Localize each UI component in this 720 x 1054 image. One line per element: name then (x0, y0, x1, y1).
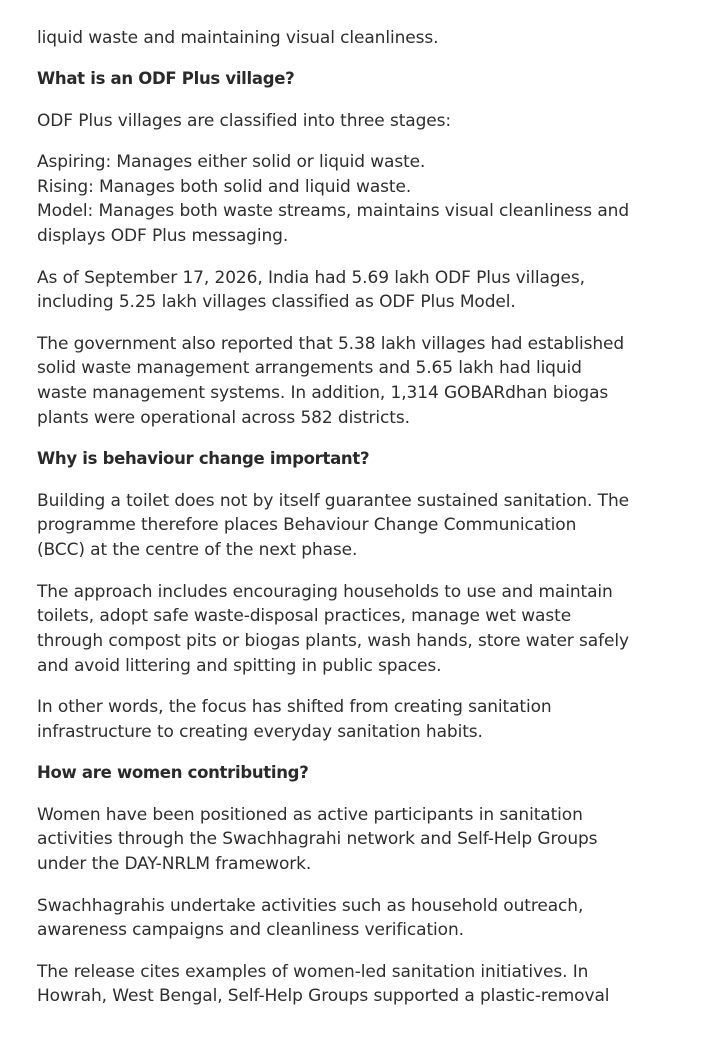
paragraph-women-participants (37, 803, 687, 877)
paragraph-focus-shift (37, 695, 687, 745)
text-line: (BCC) at the centre of the next phase. (37, 540, 358, 561)
text-line: Building a toilet does not by itself guarantee sustained sanitation. The (37, 490, 629, 511)
text-line: The release cites examples of women-led sanitation initiatives. In (37, 961, 589, 982)
text-line: ODF Plus villages are classified into three stages: (37, 110, 452, 131)
text-line: liquid waste and maintaining visual cleanliness. (37, 28, 439, 48)
article-body (37, 26, 687, 1026)
text-line: plants were operational across 582 districts. (37, 408, 410, 429)
paragraph-continuation (37, 26, 687, 51)
paragraph-stages-intro (37, 109, 687, 134)
text-line: Rising: Manages both solid and liquid waste. (37, 176, 412, 197)
text-line: Howrah, West Bengal, Self-Help Groups supported a plastic-removal (37, 986, 610, 1007)
text-line: In other words, the focus has shifted from creating sanitation (37, 697, 552, 718)
text-line: solid waste management arrangements and 5.65 lakh had liquid (37, 358, 582, 379)
section-heading-women: How are women contributing? (37, 763, 309, 783)
text-line: programme therefore places Behaviour Change Communication (37, 515, 577, 536)
paragraph-swachhagrahis (37, 894, 687, 944)
text-line: Swachhagrahis undertake activities such as household outreach, (37, 895, 584, 916)
text-line: displays ODF Plus messaging. (37, 226, 289, 247)
paragraph-stages-list (37, 150, 687, 249)
paragraph-release-examples (37, 960, 687, 1010)
paragraph-waste-management (37, 332, 687, 431)
text-line: waste management systems. In addition, 1,314 GOBARdhan biogas (37, 383, 609, 404)
paragraph-bcc (37, 489, 687, 563)
text-line: toilets, adopt safe waste-disposal practices, manage wet waste (37, 606, 572, 627)
text-line: Women have been positioned as active participants in sanitation (37, 804, 583, 825)
text-line: The government also reported that 5.38 lakh villages had established (37, 333, 625, 354)
paragraph-village-counts (37, 266, 687, 316)
text-line: through compost pits or biogas plants, wash hands, store water safely (37, 631, 629, 652)
text-line: As of September 17, 2026, India had 5.69 lakh ODF Plus villages, (37, 267, 585, 288)
text-line: infrastructure to creating everyday sanitation habits. (37, 722, 483, 743)
text-line: Model: Manages both waste streams, maintains visual cleanliness and (37, 201, 630, 222)
text-line: The approach includes encouraging households to use and maintain (37, 581, 613, 602)
section-heading-behaviour-change: Why is behaviour change important? (37, 449, 370, 469)
text-line: awareness campaigns and cleanliness verification. (37, 920, 464, 941)
paragraph-approach (37, 580, 687, 679)
text-line: activities through the Swachhagrahi network and Self-Help Groups (37, 829, 598, 850)
text-line: Aspiring: Manages either solid or liquid waste. (37, 151, 426, 172)
text-line: and avoid littering and spitting in public spaces. (37, 655, 442, 676)
text-line: including 5.25 lakh villages classified as ODF Plus Model. (37, 292, 516, 313)
section-heading-odf-plus: What is an ODF Plus village? (37, 69, 295, 89)
text-line: under the DAY-NRLM framework. (37, 854, 312, 875)
